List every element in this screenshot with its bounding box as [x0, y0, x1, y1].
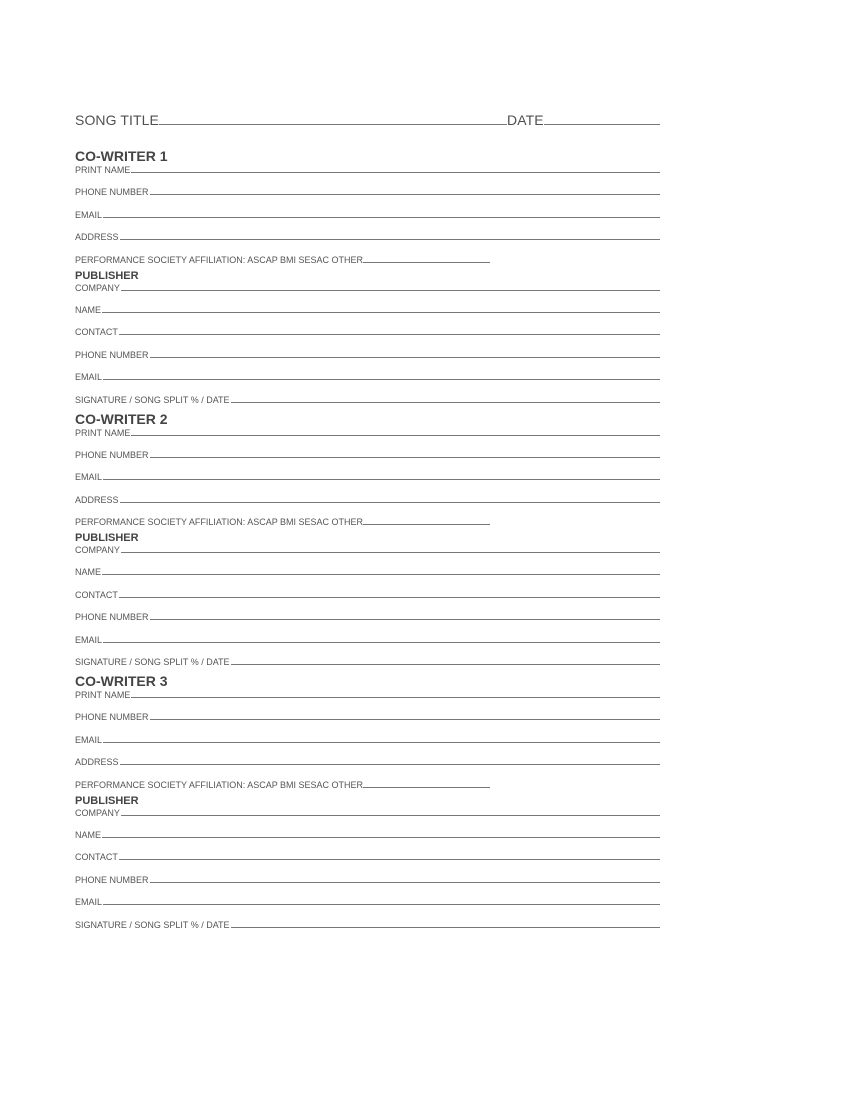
date-input-line[interactable]: [544, 124, 660, 125]
email-input-line[interactable]: [103, 217, 660, 218]
affiliation-label: PERFORMANCE SOCIETY AFFILIATION: ASCAP BMI SESAC OTHER: [75, 779, 364, 790]
publisher-phone-input-line[interactable]: [150, 882, 660, 883]
cowriter-title: CO-WRITER 2: [75, 410, 168, 427]
signature-label: SIGNATURE / SONG SPLIT % / DATE: [75, 394, 230, 405]
publisher-phone-input-line[interactable]: [150, 619, 660, 620]
publisher-email-row: [75, 622, 660, 644]
company-input-line[interactable]: [121, 552, 660, 553]
song-title-label: SONG TITLE: [75, 112, 159, 128]
contact-label: CONTACT: [75, 852, 118, 863]
email-row: [75, 722, 660, 744]
company-row: [75, 807, 660, 818]
cowriter-title: CO-WRITER 3: [75, 673, 168, 690]
name-input-line[interactable]: [102, 574, 660, 575]
publisher-title: PUBLISHER: [75, 794, 139, 807]
signature-row: [75, 907, 660, 929]
print-name-input-line[interactable]: [131, 172, 660, 173]
contact-row: [75, 315, 660, 337]
publisher-email-row: [75, 885, 660, 907]
address-input-line[interactable]: [120, 239, 660, 240]
publisher-phone-row: [75, 337, 660, 359]
name-label: NAME: [75, 567, 102, 578]
contact-row: [75, 577, 660, 599]
affiliation-label: PERFORMANCE SOCIETY AFFILIATION: ASCAP BMI SESAC OTHER: [75, 254, 364, 265]
publisher-phone-row: [75, 600, 660, 622]
publisher-phone-label: PHONE NUMBER: [75, 349, 149, 360]
publisher-email-row: [75, 360, 660, 382]
print-name-input-line[interactable]: [131, 697, 660, 698]
address-label: ADDRESS: [75, 757, 119, 768]
print-name-label: PRINT NAME: [75, 165, 131, 175]
address-input-line[interactable]: [120, 502, 660, 503]
publisher-phone-input-line[interactable]: [150, 357, 660, 358]
print-name-row: [75, 427, 660, 438]
phone-number-input-line[interactable]: [150, 719, 660, 720]
phone-number-input-line[interactable]: [150, 457, 660, 458]
company-label: COMPANY: [75, 282, 120, 293]
signature-row: [75, 382, 660, 404]
company-input-line[interactable]: [121, 290, 660, 291]
contact-input-line[interactable]: [119, 597, 660, 598]
cowriter-section: [75, 673, 660, 930]
publisher-email-label: EMAIL: [75, 897, 103, 908]
affiliation-other-input-line[interactable]: [363, 787, 490, 788]
cowriter-form: [75, 108, 660, 930]
phone-number-row: [75, 438, 660, 460]
contact-label: CONTACT: [75, 589, 118, 600]
phone-number-label: PHONE NUMBER: [75, 712, 149, 723]
contact-input-line[interactable]: [119, 334, 660, 335]
signature-input-line[interactable]: [231, 664, 660, 665]
email-input-line[interactable]: [103, 479, 660, 480]
name-row: [75, 293, 660, 315]
cowriter-title: CO-WRITER 1: [75, 148, 168, 164]
address-label: ADDRESS: [75, 494, 119, 505]
date-label: DATE: [506, 112, 544, 128]
phone-number-label: PHONE NUMBER: [75, 449, 149, 460]
publisher-email-input-line[interactable]: [103, 904, 660, 905]
print-name-row: [75, 164, 660, 175]
affiliation-other-input-line[interactable]: [363, 262, 490, 263]
address-row: [75, 482, 660, 504]
song-title-input-line[interactable]: [159, 124, 507, 125]
cowriter-section: [75, 411, 660, 668]
signature-input-line[interactable]: [231, 927, 660, 928]
company-label: COMPANY: [75, 545, 120, 556]
song-title-row: [75, 108, 660, 128]
address-row: [75, 220, 660, 242]
publisher-email-input-line[interactable]: [103, 379, 660, 380]
phone-number-input-line[interactable]: [150, 194, 660, 195]
publisher-email-input-line[interactable]: [103, 642, 660, 643]
publisher-title: PUBLISHER: [75, 269, 139, 282]
email-label: EMAIL: [75, 209, 103, 220]
company-row: [75, 282, 660, 293]
publisher-email-label: EMAIL: [75, 372, 103, 383]
affiliation-other-input-line[interactable]: [363, 524, 490, 525]
email-row: [75, 460, 660, 482]
print-name-label: PRINT NAME: [75, 690, 131, 701]
company-row: [75, 544, 660, 555]
address-input-line[interactable]: [120, 764, 660, 765]
print-name-row: [75, 689, 660, 700]
affiliation-row: [75, 242, 660, 264]
affiliation-row: [75, 767, 660, 789]
signature-input-line[interactable]: [231, 402, 660, 403]
signature-row: [75, 645, 660, 667]
email-row: [75, 197, 660, 219]
publisher-phone-label: PHONE NUMBER: [75, 612, 149, 623]
publisher-title: PUBLISHER: [75, 532, 139, 545]
name-row: [75, 818, 660, 840]
company-input-line[interactable]: [121, 815, 660, 816]
name-input-line[interactable]: [102, 837, 660, 838]
affiliation-row: [75, 505, 660, 527]
phone-number-row: [75, 700, 660, 722]
email-label: EMAIL: [75, 472, 103, 483]
print-name-input-line[interactable]: [131, 435, 660, 436]
email-label: EMAIL: [75, 734, 103, 745]
phone-number-row: [75, 175, 660, 197]
company-label: COMPANY: [75, 807, 120, 818]
phone-number-label: PHONE NUMBER: [75, 187, 149, 198]
publisher-phone-label: PHONE NUMBER: [75, 874, 149, 885]
name-label: NAME: [75, 304, 102, 315]
signature-label: SIGNATURE / SONG SPLIT % / DATE: [75, 919, 230, 930]
signature-label: SIGNATURE / SONG SPLIT % / DATE: [75, 657, 230, 668]
cowriter-section: [75, 148, 660, 405]
name-input-line[interactable]: [102, 312, 660, 313]
publisher-phone-row: [75, 862, 660, 884]
affiliation-label: PERFORMANCE SOCIETY AFFILIATION: ASCAP BMI SESAC OTHER: [75, 517, 364, 528]
contact-row: [75, 840, 660, 862]
contact-input-line[interactable]: [119, 859, 660, 860]
print-name-label: PRINT NAME: [75, 427, 131, 438]
email-input-line[interactable]: [103, 742, 660, 743]
contact-label: CONTACT: [75, 327, 118, 338]
name-row: [75, 555, 660, 577]
publisher-email-label: EMAIL: [75, 634, 103, 645]
name-label: NAME: [75, 829, 102, 840]
address-label: ADDRESS: [75, 232, 119, 243]
address-row: [75, 745, 660, 767]
